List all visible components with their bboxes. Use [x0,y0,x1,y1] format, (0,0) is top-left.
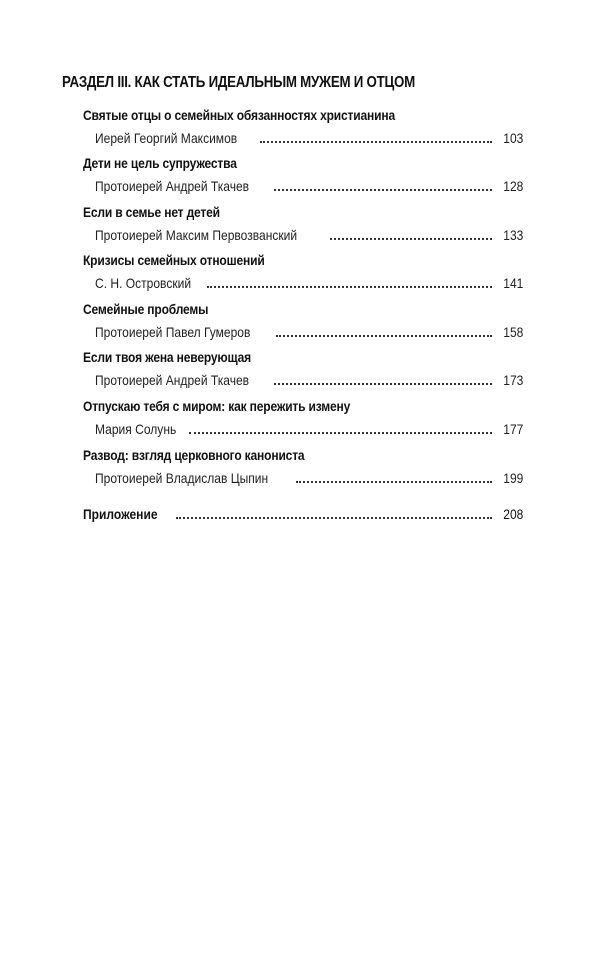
dot-leader [296,480,491,483]
toc-entry-page: 103 [502,130,523,146]
toc-entry-line[interactable] [95,470,523,488]
dot-leader [260,140,491,143]
toc-entry-author: Протоиерей Владислав Цыпин [95,470,269,486]
toc-entry-author: Протоиерей Максим Первозванский [95,227,298,243]
dot-leader [189,431,491,434]
toc-entry-line[interactable] [95,178,523,196]
toc-entry-line[interactable] [95,421,523,439]
toc-entry-page: 133 [502,227,523,243]
toc-appendix-line[interactable] [83,506,523,524]
toc-entry-title: Если в семье нет детей [83,204,220,220]
toc-entry-line[interactable] [95,130,523,148]
toc-entry-author: Мария Солунь [95,421,177,437]
dot-leader [274,188,491,191]
dot-leader [274,382,491,385]
toc-entry-author: Протоиерей Андрей Ткачев [95,178,250,194]
toc-entry-page: 177 [502,421,523,437]
toc-entry-line[interactable] [95,275,523,293]
toc-entry-title: Если твоя жена неверующая [83,349,252,365]
toc-entry-page: 158 [502,324,523,340]
toc-entry-line[interactable] [95,372,523,390]
toc-entry-page: 141 [502,275,523,291]
toc-entry-title: Святые отцы о семейных обязанностях христианина [83,107,395,123]
toc-entry-author: Протоиерей Андрей Ткачев [95,372,250,388]
section-heading: РАЗДЕЛ III. КАК СТАТЬ ИДЕАЛЬНЫМ МУЖЕМ И ОТЦОМ [62,74,415,91]
toc-entry-title: Кризисы семейных отношений [83,252,265,268]
toc-entry-line[interactable] [95,324,523,342]
toc-entry-title: Отпускаю тебя с миром: как пережить измену [83,398,351,414]
toc-entry-author: С. Н. Островский [95,275,192,291]
toc-entry-author: Протоиерей Павел Гумеров [95,324,251,340]
toc-entry-page: 199 [502,470,523,486]
toc-entry-line[interactable] [95,227,523,245]
toc-entry-title: Семейные проблемы [83,301,209,317]
dot-leader [176,516,492,519]
toc-entry-title: Развод: взгляд церковного канониста [83,447,305,463]
toc-entry-author: Иерей Георгий Максимов [95,130,238,146]
dot-leader [276,334,492,337]
toc-entry-page: 173 [502,372,523,388]
appendix-page: 208 [502,506,523,522]
toc-entry-page: 128 [502,178,523,194]
toc-entry-title: Дети не цель супружества [83,155,237,171]
appendix-label: Приложение [83,506,158,522]
dot-leader [330,237,492,240]
dot-leader [207,285,492,288]
